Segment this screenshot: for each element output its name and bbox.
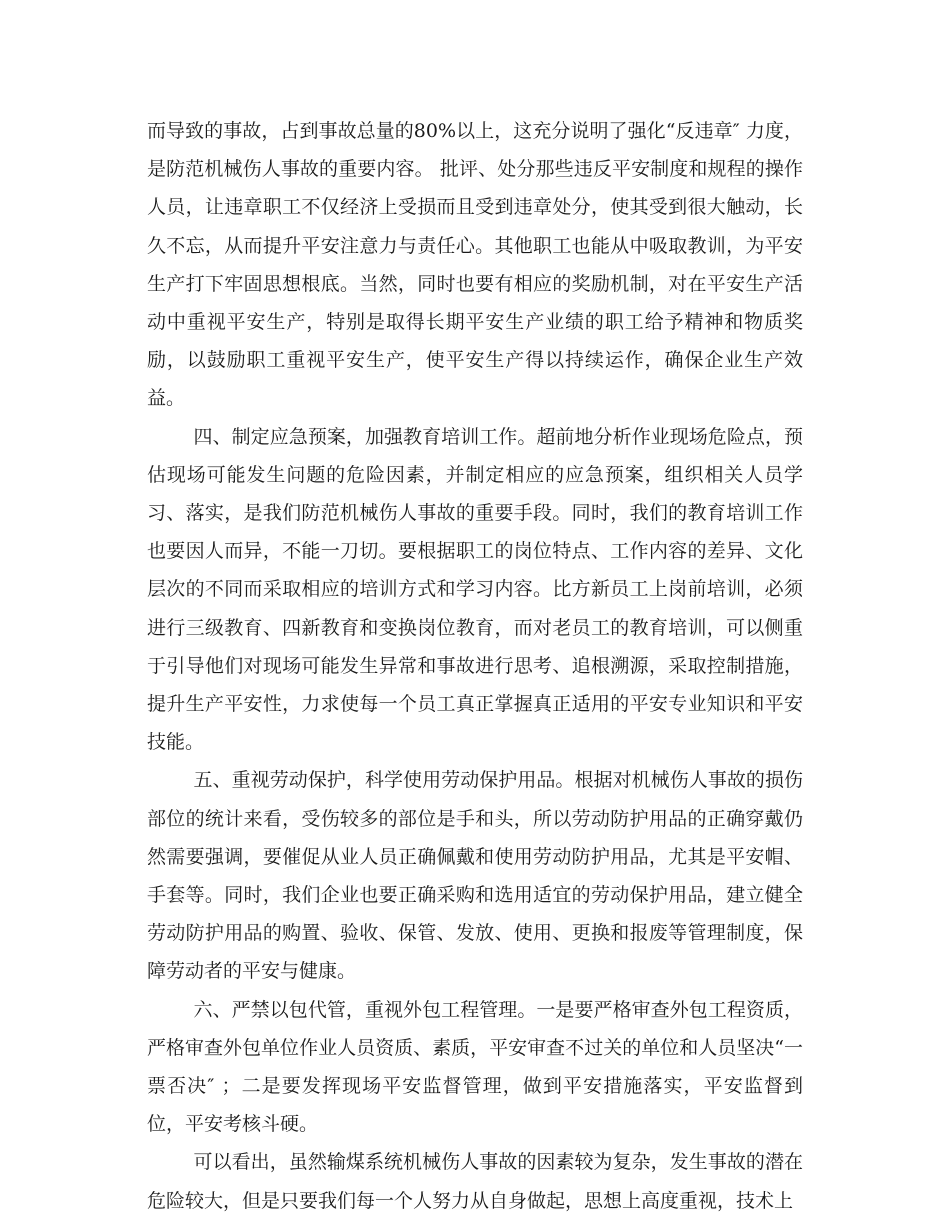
paragraph-labor-protection: 五、重视劳动保护，科学使用劳动保护用品。根据对机械伤人事故的损伤部位的统计来看，受伤较多的部位是手和头，所以劳动防护用品的正确穿戴仍然需要强调，要催促从业人员正确佩戴和使用劳动防护用品，尤其是平安帽、手套等。同时，我们企业也要正确采购和选用适宜的劳动保护用品，建立健全劳动防护用品的购置、验收、保管、发放、使用、更换和报废等管理制度，保障劳动者的平安与健康。 xyxy=(147,769,803,983)
paragraph-emergency-plan: 四、制定应急预案，加强教育培训工作。超前地分析作业现场危险点，预估现场可能发生问题的危险因素，并制定相应的应急预案，组织相关人员学习、落实，是我们防范机械伤人事故的重要手段。同时，我们的教育培训工作也要因人而异，不能一刀切。要根据职工的岗位特点、工作内容的差异、文化层次的不同而采取相应的培训方式和学习内容。比方新员工上岗前培训，必须进行三级教育、四新教育和变换岗位教育，而对老员工的教育培训，可以侧重于引导他们对现场可能发生异常和事故进行思考、追根溯源，采取控制措施，提升生产平安性，力求使每一个员工真正掌握真正适用的平安专业知识和平安技能。 xyxy=(147,425,803,754)
paragraph-continuation: 而导致的事故，占到事故总量的80%以上，这充分说明了强化“反违章″ 力度，是防范机械伤人事故的重要内容。 批评、处分那些违反平安制度和规程的操作人员，让违章职工不仅经济上受损而且受到违章处分，使其受到很大触动，长久不忘，从而提升平安注意力与责任心。其他职工也能从中吸取教训，为平安生产打下牢固思想根底。当然，同时也要有相应的奖励机制，对在平安生产活动中重视平安生产，特别是取得长期平安生产业绩的职工给予精神和物质奖励，以鼓励职工重视平安生产，使平安生产得以持续运作，确保企业生产效益。 xyxy=(147,120,803,410)
body-text xyxy=(147,112,803,1220)
paragraph-outsourcing: 六、严禁以包代管，重视外包工程管理。一是要严格审查外包工程资质，严格审查外包单位作业人员资质、素质，平安审查不过关的单位和人员坚决“一票否决″ ；二是要发挥现场平安监督管理，做到平安措施落实，平安监督到位，平安考核斗硬。 xyxy=(147,998,803,1136)
paragraph-conclusion: 可以看出，虽然输煤系统机械伤人事故的因素较为复杂，发生事故的潜在危险较大，但是只要我们每一个人努力从自身做起，思想上高度重视，技术上 xyxy=(147,1151,803,1212)
